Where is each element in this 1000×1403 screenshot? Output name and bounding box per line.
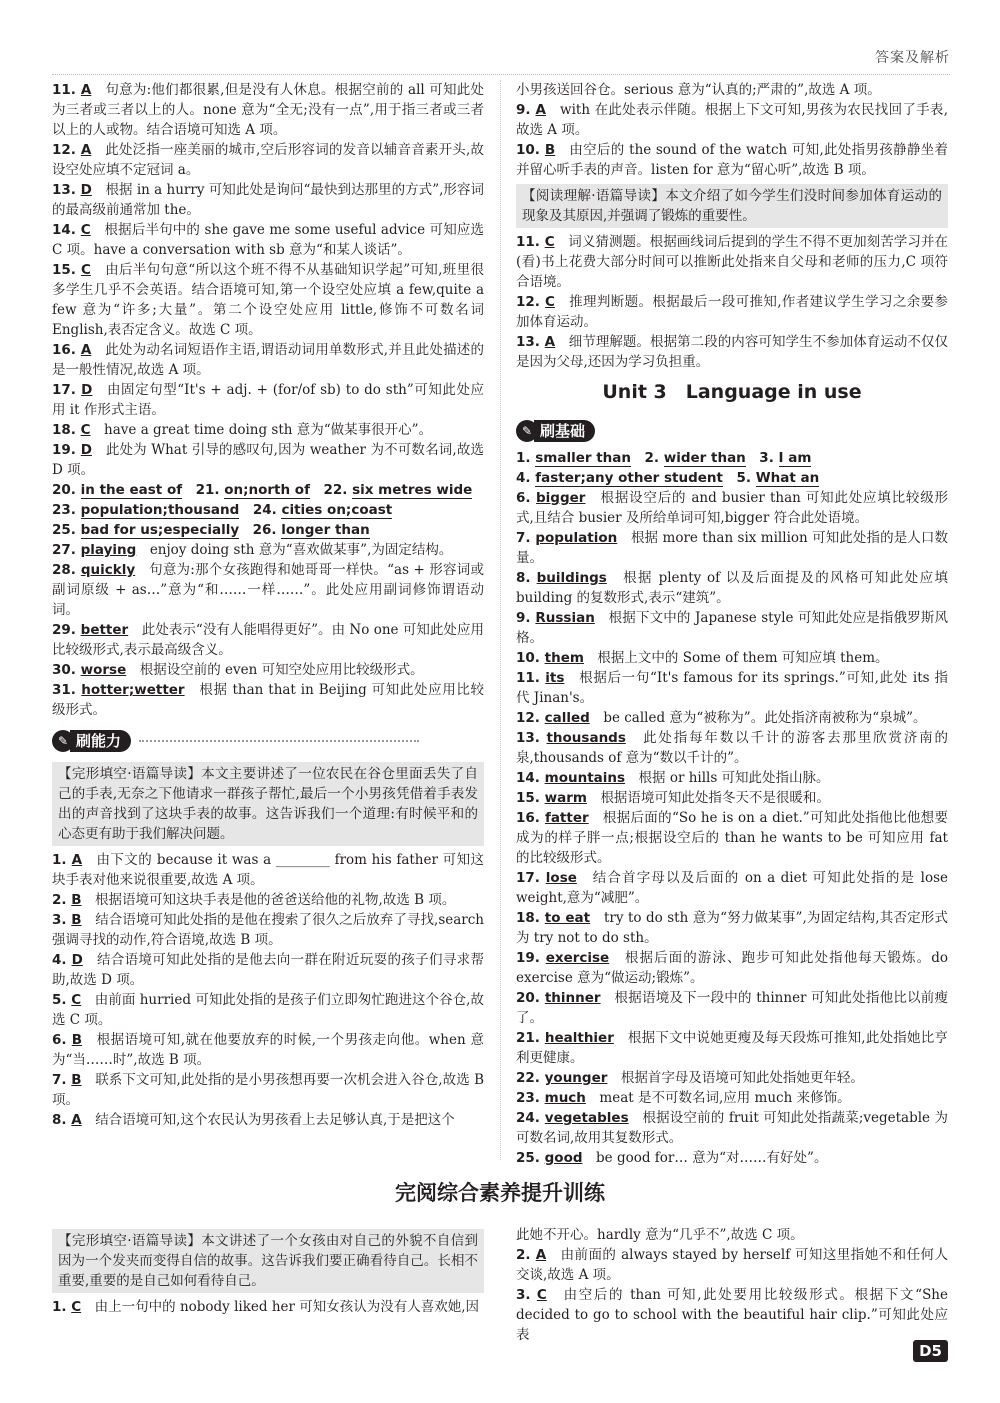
answer-text: thinner: [544, 990, 601, 1006]
answer-item: [516, 768, 948, 788]
item-number: 16.: [52, 342, 81, 358]
item-number: 4.: [52, 952, 72, 968]
item-number: 19.: [516, 950, 546, 966]
item-number: 12.: [516, 294, 545, 310]
answer-item: [52, 140, 484, 180]
answer-text: bad for us;especially: [80, 522, 240, 538]
explanation-text: 根据 than that in Beijing 可知此处应用比较级形式。: [52, 682, 484, 718]
bottom-left: [52, 1225, 484, 1317]
answer-text: A: [535, 1247, 547, 1263]
answer-item: [516, 1068, 948, 1088]
answer-item: [52, 910, 484, 950]
explanation-text: 联系下文可知,此处指的是小男孩想再要一次机会进入谷仓,故选 B 项。: [52, 1072, 485, 1108]
explanation-text: 根据语境可知,就在他要放弃的时候,一个男孩走向他。when 意为“当……时”,故选 B 项。: [52, 1032, 484, 1068]
answer-item: [52, 1110, 484, 1130]
explanation-text: 结合语境可知,这个农民认为男孩看上去足够认真,于是把这个: [95, 1112, 455, 1128]
item-number: 10.: [516, 650, 545, 666]
item-number: 18.: [52, 422, 81, 438]
item-number: 1.: [52, 1299, 72, 1315]
answer-item: [516, 1148, 948, 1168]
answer-text: population: [535, 530, 618, 546]
explanation-text: 根据后半句中的 she gave me some useful advice 可知应选 C 项。have a conversation with sb 意为“和某人谈话”。: [52, 222, 485, 258]
item-number: 17.: [516, 870, 546, 886]
answer-text: hotter;wetter: [81, 682, 185, 698]
answer-item: [516, 708, 948, 728]
explanation-text: 句意为:那个女孩跑得和她哥哥一样快。“as + 形容词或副词原级 + as…”意为“和……一样……”。此处应用副词修饰谓语动词。: [52, 562, 485, 618]
header-rule: [52, 74, 950, 75]
item-number: 15.: [52, 262, 81, 278]
explanation-text: meat 是不可数名词,应用 much 来修饰。: [599, 1090, 851, 1106]
explanation-text: 根据设空前的 fruit 可知此处指蔬菜;vegetable 为可数名词,故用其复数形式。: [516, 1110, 948, 1146]
answer-item: [52, 420, 484, 440]
answer-text: C: [80, 422, 91, 438]
answer-text: A: [71, 852, 83, 868]
answer-item: [52, 560, 484, 620]
answer-item: [516, 1028, 948, 1068]
item-number: 26.: [252, 522, 282, 538]
answer-text: A: [544, 334, 556, 350]
explanation-text: 根据 in a hurry 可知此处是询问“最快到达那里的方式”,形容词的最高级前通常加 the。: [52, 182, 484, 218]
item-number: 11.: [516, 234, 545, 250]
item-number: 2.: [516, 1247, 536, 1263]
answer-text: B: [544, 142, 556, 158]
explanation-text: 由前面的 always stayed by herself 可知这里指她不和任何人交谈,故选 A 项。: [516, 1247, 949, 1283]
explanation-text: 由固定句型“It's + adj. + (for/of sb) to do sth”可知此处应用 it 作形式主语。: [52, 382, 484, 418]
explanation-text: 由空后的 the sound of the watch 可知,此处指男孩静静坐着并留心听手表的声音。listen for 意为“留心听”,故选 B 项。: [516, 142, 948, 178]
item-number: 11.: [516, 670, 546, 686]
answer-item: [52, 220, 484, 260]
item-number: 19.: [52, 442, 81, 458]
answer-item: [516, 948, 948, 988]
answer-text: in the east of: [80, 482, 183, 498]
right-items-1: [516, 100, 948, 180]
explanation-text: be called 意为“被称为”。此处指济南被称为“泉城”。: [603, 710, 927, 726]
answer-text: smaller than: [535, 450, 631, 466]
fill-line: [52, 520, 484, 540]
explanation-text: enjoy doing sth 意为“喜欢做某事”,为固定结构。: [149, 542, 453, 558]
answer-item: [52, 1070, 484, 1110]
badge-dots: [139, 740, 419, 742]
explanation-text: try to do sth 意为“努力做某事”,为固定结构,其否定形式为 try not to do sth。: [516, 910, 948, 946]
reading-intro: 【阅读理解·语篇导读】本文介绍了如今学生们没时间参加体育运动的现象及其原因,并强调了锻炼的重要性。: [516, 184, 948, 228]
explanation-text: 根据后面的游泳、跑步可知此处指他每天锻炼。do exercise 意为“做运动;锻炼”。: [516, 950, 948, 986]
explanation-text: 此处指每年数以千计的游客去那里欣赏济南的泉,thousands of 意为“数以千计的”。: [516, 730, 949, 766]
left-items-2: [52, 540, 484, 720]
section-title: 完阅综合素养提升训练: [395, 1181, 605, 1205]
answer-text: A: [80, 82, 92, 98]
item-number: 12.: [52, 142, 81, 158]
answer-text: fatter: [544, 810, 589, 826]
answer-text: playing: [80, 542, 137, 558]
item-number: 11.: [52, 82, 81, 98]
explanation-text: 此处表示“没有人能唱得更好”。由 No one 可知此处应用比较级形式,表示最高级含义。: [52, 622, 485, 658]
answer-text: C: [80, 262, 91, 278]
bottom-left-items: [52, 1297, 484, 1317]
answer-text: B: [71, 1032, 83, 1048]
column-divider: [500, 80, 501, 1160]
answer-item: [52, 680, 484, 720]
answer-text: C: [71, 1299, 82, 1315]
answer-text: cities on;coast: [281, 502, 393, 518]
answer-text: A: [535, 102, 546, 118]
item-number: 31.: [52, 682, 82, 698]
fill-line: [52, 480, 484, 500]
item-number: 21.: [516, 1030, 545, 1046]
item-number: 2.: [644, 450, 664, 466]
explanation-text: 根据语境可知这块手表是他的爸爸送给他的礼物,故选 B 项。: [95, 892, 456, 908]
answer-text: called: [544, 710, 590, 726]
explanation-text: 由前面 hurried 可知此处指的是孩子们立即匆忙跑进这个谷仓,故选 C 项。: [52, 992, 484, 1028]
badge-ability: [52, 730, 419, 752]
answer-item: [516, 728, 948, 768]
answer-text: them: [544, 650, 584, 666]
item-number: 8.: [52, 1112, 72, 1128]
explanation-text: 根据 more than six million 可知此处指的是人口数量。: [516, 530, 948, 566]
item-number: 22.: [516, 1070, 545, 1086]
answer-text: C: [71, 992, 82, 1008]
explanation-text: 根据语境可知此处指冬天不是很暖和。: [600, 790, 830, 806]
explanation-text: 根据后一句“It's famous for its springs.”可知,此处 its 指代 Jinan's。: [516, 670, 948, 706]
answer-text: buildings: [536, 570, 607, 586]
explanation-text: be good for… 意为“对……有好处”。: [596, 1150, 828, 1166]
explanation-text: 结合首字母以及后面的 on a diet 可知此处指的是 lose weight,意为“减肥”。: [516, 870, 948, 906]
answer-text: lose: [545, 870, 577, 886]
explanation-text: 根据 or hills 可知此处指山脉。: [638, 770, 830, 786]
answer-item: [516, 668, 948, 708]
answer-text: faster;any other student: [535, 470, 723, 486]
item-number: 3.: [759, 450, 779, 466]
page-number: D5: [913, 1340, 948, 1362]
answer-text: warm: [544, 790, 587, 806]
item-number: 25.: [52, 522, 81, 538]
pencil-icon: ✎: [516, 420, 538, 442]
explanation-text: 词义猜测题。根据画线词后提到的学生不得不更加刻苦学习并在(看)书上花费大部分时间可以推断此处指来自父母和老师的压力,C 项符合语境。: [516, 234, 949, 290]
answer-text: quickly: [80, 562, 136, 578]
item-number: 9.: [516, 102, 536, 118]
answer-item: [516, 1088, 948, 1108]
item-number: 12.: [516, 710, 545, 726]
answer-item: [52, 950, 484, 990]
answer-item: [516, 1108, 948, 1148]
answer-item: [52, 180, 484, 220]
item-number: 21.: [195, 482, 225, 498]
answer-item: [52, 380, 484, 420]
explanation-text: 句意为:他们都很累,但是没有人休息。根据空前的 all 可知此处为三者或三者以上的人。none 意为“全无;没有一点”,用于指三者或三者以上的人或物。结合语境可知选 A 项。: [52, 82, 485, 138]
explanation-text: 此处为动名词短语作主语,谓语动词用单数形式,并且此处描述的是一般性情况,故选 A 项。: [52, 342, 485, 378]
item-number: 8.: [516, 570, 537, 586]
item-number: 14.: [516, 770, 545, 786]
item-number: 2.: [52, 892, 72, 908]
item-number: 15.: [516, 790, 545, 806]
answer-text: B: [71, 892, 82, 908]
item-number: 5.: [736, 470, 756, 486]
explanation-text: 此处泛指一座美丽的城市,空后形容词的发音以辅音音素开头,故设空处应填不定冠词 a。: [52, 142, 485, 178]
answer-item: [516, 788, 948, 808]
answer-item: [516, 528, 948, 568]
explanation-text: 由后半句句意“所以这个班不得不从基础知识学起”可知,班里很多学生几乎不会英语。结合语境可知,第一个设空处应填 a few,quite a few 意为“许多;大量”。第二个设空处应用 little,修饰不可数名词 English,表否定含义。故选 C 项。: [52, 262, 484, 338]
fill-line: [516, 468, 948, 488]
answer-item: [516, 1285, 948, 1345]
answer-text: six metres wide: [352, 482, 473, 498]
item-number: 28.: [52, 562, 81, 578]
item-number: 3.: [52, 912, 72, 928]
answer-text: much: [544, 1090, 586, 1106]
answer-item: [516, 488, 948, 528]
answer-text: C: [545, 294, 555, 310]
answer-text: D: [71, 952, 83, 968]
answer-text: to eat: [544, 910, 591, 926]
left-fills: [52, 480, 484, 540]
answer-text: Russian: [535, 610, 595, 626]
bottom-right-items: [516, 1245, 948, 1345]
explanation-text: 根据后面的“So he is on a diet.”可知此处指他比他想要成为的样子胖一点;根据设空后的 than he wants to be 可知应用 fat 的比较级形式。: [516, 810, 948, 866]
explanation-text: 根据设空后的 and busier than 可知此处应填比较级形式,且结合 busier 及所给单词可知,bigger 符合此处语境。: [516, 490, 949, 526]
answer-item: [516, 808, 948, 868]
answer-text: younger: [544, 1070, 608, 1086]
badge-basic-label: 刷基础: [534, 420, 595, 442]
bottom-right: [516, 1225, 948, 1345]
answer-item: [516, 100, 948, 140]
item-number: 20.: [516, 990, 545, 1006]
item-number: 1.: [52, 852, 72, 868]
explanation-text: 根据设空前的 even 可知空处应用比较级形式。: [139, 662, 424, 678]
answer-item: [516, 568, 948, 608]
answer-text: vegetables: [544, 1110, 629, 1126]
right-continuation: 小男孩送回谷仓。serious 意为“认真的;严肃的”,故选 A 项。: [516, 82, 881, 98]
item-number: 1.: [516, 450, 536, 466]
item-number: 4.: [516, 470, 536, 486]
answer-item: [52, 260, 484, 340]
answer-item: [516, 988, 948, 1028]
explanation-text: with 在此处表示伴随。根据上下文可知,男孩为农民找回了手表,故选 A 项。: [516, 102, 948, 138]
left-items-3: [52, 850, 484, 1130]
answer-item: [52, 990, 484, 1030]
right-items-2: [516, 232, 948, 372]
header-title: 答案及解析: [875, 50, 950, 66]
explanation-text: 根据首字母及语境可知此处指她更年轻。: [620, 1070, 864, 1086]
item-number: 24.: [516, 1110, 545, 1126]
right-items-3: [516, 488, 948, 1168]
item-number: 17.: [52, 382, 82, 398]
explanation-text: 由下文的 because it was a ________ from his father 可知这块手表对他来说很重要,故选 A 项。: [52, 852, 484, 888]
item-number: 6.: [516, 490, 537, 506]
item-number: 9.: [516, 610, 536, 626]
answer-text: worse: [80, 662, 127, 678]
answer-text: better: [80, 622, 129, 638]
answer-item: [52, 890, 484, 910]
explanation-text: 此处为 What 引导的感叹句,因为 weather 为不可数名词,故选 D 项。: [52, 442, 484, 478]
answer-text: C: [544, 234, 555, 250]
explanation-text: 结合语境可知此处指的是他去向一群在附近玩耍的孩子们寻求帮助,故选 D 项。: [52, 952, 484, 988]
item-number: 7.: [516, 530, 536, 546]
bottom-right-continuation: 此她不开心。hardly 意为“几乎不”,故选 C 项。: [516, 1227, 804, 1243]
answer-text: C: [80, 222, 91, 238]
item-number: 13.: [52, 182, 81, 198]
cloze-intro: 【完形填空·语篇导读】本文主要讲述了一位农民在谷仓里面丢失了自己的手表,无奈之下他请求一群孩子帮忙,最后一个小男孩凭借着手表发出的声音找到了这块手表的故事。这告诉我们一个道理:有时候平和的心态更有助于我们解决问题。: [52, 762, 484, 846]
answer-text: D: [81, 382, 93, 398]
right-column: [516, 80, 948, 1168]
answer-text: What an: [755, 470, 820, 486]
item-number: 10.: [516, 142, 545, 158]
answer-text: healthier: [544, 1030, 614, 1046]
answer-item: [52, 620, 484, 660]
item-number: 27.: [52, 542, 81, 558]
right-fills: [516, 448, 948, 488]
answer-item: [516, 1245, 948, 1285]
fill-line: [516, 448, 948, 468]
answer-text: on;north of: [224, 482, 310, 498]
explanation-text: 由上一句中的 nobody liked her 可知女孩认为没有人喜欢她,因: [94, 1299, 480, 1315]
badge-basic: [516, 420, 595, 442]
answer-text: I am: [778, 450, 812, 466]
item-number: 16.: [516, 810, 545, 826]
explanation-text: 根据下文中的 Japanese style 可知此处应是指俄罗斯风格。: [516, 610, 948, 646]
answer-text: C: [536, 1287, 547, 1303]
explanation-text: 由空后的 than 可知,此处要用比较级形式。根据下文“She decided to go to school with the beautiful hair clip.”可知此处应表: [516, 1287, 948, 1343]
left-items-1: [52, 80, 484, 480]
answer-item: [52, 80, 484, 140]
answer-text: D: [80, 182, 92, 198]
item-number: 6.: [52, 1032, 72, 1048]
badge-ability-label: 刷能力: [70, 730, 131, 752]
answer-text: its: [545, 670, 565, 686]
answer-item: [516, 648, 948, 668]
answer-item: [516, 292, 948, 332]
answer-item: [516, 608, 948, 648]
explanation-text: 根据 plenty of 以及后面提及的风格可知此处应填 building 的复数形式,表示“建筑”。: [516, 570, 948, 606]
answer-text: A: [71, 1112, 82, 1128]
answer-text: wider than: [663, 450, 746, 466]
item-number: 29.: [52, 622, 81, 638]
item-number: 18.: [516, 910, 545, 926]
answer-text: population;thousand: [80, 502, 240, 518]
item-number: 7.: [52, 1072, 72, 1088]
item-number: 14.: [52, 222, 81, 238]
answer-text: bigger: [536, 490, 586, 506]
unit-title: Unit 3 Language in use: [602, 381, 862, 403]
answer-text: A: [80, 142, 92, 158]
answer-text: longer than: [281, 522, 370, 538]
explanation-text: 推理判断题。根据最后一段可推知,作者建议学生学习之余要参加体育运动。: [516, 294, 949, 330]
answer-item: [52, 440, 484, 480]
answer-item: [52, 1030, 484, 1070]
answer-text: D: [80, 442, 92, 458]
answer-item: [52, 660, 484, 680]
answer-item: [516, 140, 948, 180]
answer-item: [516, 332, 948, 372]
item-number: 20.: [52, 482, 81, 498]
answer-text: mountains: [544, 770, 626, 786]
fill-line: [52, 500, 484, 520]
item-number: 24.: [252, 502, 282, 518]
item-number: 25.: [516, 1150, 545, 1166]
item-number: 13.: [516, 334, 545, 350]
explanation-text: have a great time doing sth 意为“做某事很开心”。: [104, 422, 433, 438]
item-number: 23.: [516, 1090, 545, 1106]
explanation-text: 细节理解题。根据第二段的内容可知学生不参加体育运动不仅仅是因为父母,还因为学习负担重。: [516, 334, 949, 370]
answer-item: [52, 1297, 484, 1317]
item-number: 5.: [52, 992, 72, 1008]
answer-text: A: [80, 342, 92, 358]
explanation-text: 结合语境可知此处指的是他在搜索了很久之后放弃了寻找,search 强调寻找的动作,符合语境,故选 B 项。: [52, 912, 484, 948]
answer-text: B: [71, 912, 82, 928]
item-number: 13.: [516, 730, 547, 746]
answer-text: good: [544, 1150, 583, 1166]
answer-item: [52, 850, 484, 890]
left-column: [52, 80, 484, 1130]
answer-text: exercise: [545, 950, 610, 966]
section-intro: 【完形填空·语篇导读】本文讲述了一个女孩由对自己的外貌不自信到因为一个发夹而变得自信的故事。这告诉我们要正确看待自己。长相不重要,重要的是自己如何看待自己。: [52, 1229, 484, 1293]
answer-item: [516, 232, 948, 292]
answer-item: [52, 340, 484, 380]
explanation-text: 根据上文中的 Some of them 可知应填 them。: [597, 650, 889, 666]
item-number: 22.: [323, 482, 353, 498]
answer-text: B: [71, 1072, 82, 1088]
answer-item: [516, 868, 948, 908]
explanation-text: 根据语境及下一段中的 thinner 可知此处指他比以前瘦了。: [516, 990, 949, 1026]
item-number: 23.: [52, 502, 81, 518]
pencil-icon: ✎: [52, 730, 74, 752]
item-number: 30.: [52, 662, 81, 678]
answer-item: [516, 908, 948, 948]
explanation-text: 根据下文中说她更瘦及每天段炼可推知,此处指她比亨利更健康。: [516, 1030, 948, 1066]
item-number: 3.: [516, 1287, 537, 1303]
answer-item: [52, 540, 484, 560]
answer-text: thousands: [546, 730, 626, 746]
